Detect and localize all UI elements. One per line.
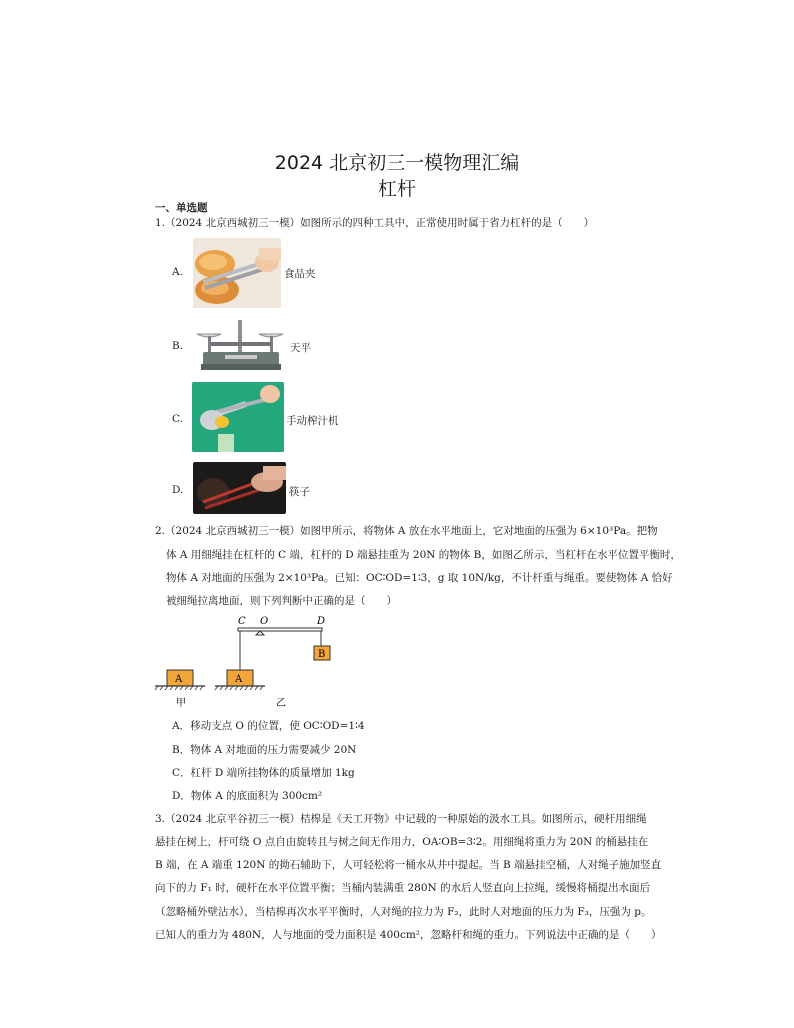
block-b-label: B <box>318 649 326 660</box>
label-c: C <box>238 616 246 627</box>
q1-option-b-caption: 天平 <box>290 342 311 354</box>
q1-option-b-letter: B. <box>172 340 184 352</box>
balance-scale-photo <box>195 318 287 374</box>
q2-choice-b: B．物体 A 对地面的压力需要减少 20N <box>172 744 357 756</box>
q1-option-d-caption: 筷子 <box>289 486 310 498</box>
document-title: 2024 北京初三一模物理汇编 <box>274 152 520 174</box>
food-tongs-photo <box>193 238 281 308</box>
q1-option-d-letter: D. <box>172 484 184 496</box>
caption-right: 乙 <box>276 698 286 709</box>
chopsticks-photo <box>193 462 286 514</box>
label-d: D <box>317 616 326 627</box>
q3-line-5: （忽略桶外壁沾水），当桔槔再次水平平衡时，人对绳的拉力为 F₂，此时人对地面的压力为 F₃，压强为 p。 <box>155 906 652 918</box>
label-o: O <box>260 616 269 627</box>
q1-option-c-caption: 手动榨汁机 <box>286 415 339 427</box>
q1-option-a-letter: A. <box>172 266 183 278</box>
q1-option-a-caption: 食品夹 <box>284 268 316 280</box>
lever-figure <box>150 612 350 710</box>
q3-line-2: 悬挂在树上，杆可绕 O 点自由旋转且与树之间无作用力，OA∶OB=3∶2。用细绳将重力为 20N 的桶悬挂在 <box>155 836 649 848</box>
q2-choice-a: A．移动支点 O 的位置，使 OC∶OD=1∶4 <box>172 720 365 732</box>
caption-left: 甲 <box>176 698 186 709</box>
q1-stem: 1.（2024 北京西城初三一模）如图所示的四种工具中，正常使用时属于省力杠杆的是（ ） <box>155 217 595 229</box>
q2-choice-c: C．杠杆 D 端所挂物体的质量增加 1kg <box>172 767 355 779</box>
q2-line-2: 体 A 用细绳挂在杠杆的 C 端，杠杆的 D 端悬挂重为 20N 的物体 B，如图乙所示，当杠杆在水平位置平衡时， <box>166 549 681 561</box>
block-a-left-label: A <box>175 674 183 685</box>
block-a-right-label: A <box>235 674 243 685</box>
q1-option-c-letter: C. <box>172 413 183 425</box>
q2-line-1: 2.（2024 北京西城初三一模）如图甲所示，将物体 A 放在水平地面上，它对地面的压强为 6×10³Pa。把物 <box>155 525 658 537</box>
hand-juicer-photo <box>192 382 284 452</box>
q2-line-4: 被细绳拉离地面，则下列判断中正确的是（ ） <box>166 595 397 607</box>
q2-choice-d: D．物体 A 的底面积为 300cm² <box>172 790 323 802</box>
q3-line-6: 已知人的重力为 480N，人与地面的受力面积是 400cm²，忽略杆和绳的重力。下列说法中正确的是（ ） <box>155 929 662 941</box>
q3-line-4: 向下的力 F₁ 时，硬杆在水平位置平衡；当桶内装满重 280N 的水后人竖直向上拉绳，缓慢将桶提出水面后 <box>155 882 651 894</box>
q3-line-3: B 端，在 A 端重 120N 的拗石辅助下，人可轻松将一桶水从井中提起。当 B 端悬挂空桶，人对绳子施加竖直 <box>155 859 662 871</box>
section-heading: 一、单选题 <box>155 202 208 214</box>
document-subtitle: 杠杆 <box>377 178 416 200</box>
q3-line-1: 3.（2024 北京平谷初三一模）桔槔是《天工开物》中记载的一种原始的汲水工具。如图所示，硬杆用细绳 <box>155 813 647 825</box>
q2-line-3: 物体 A 对地面的压强为 2×10³Pa。已知：OC∶OD=1∶3，g 取 10N/kg，不计杆重与绳重。要使物体 A 恰好 <box>166 572 673 584</box>
